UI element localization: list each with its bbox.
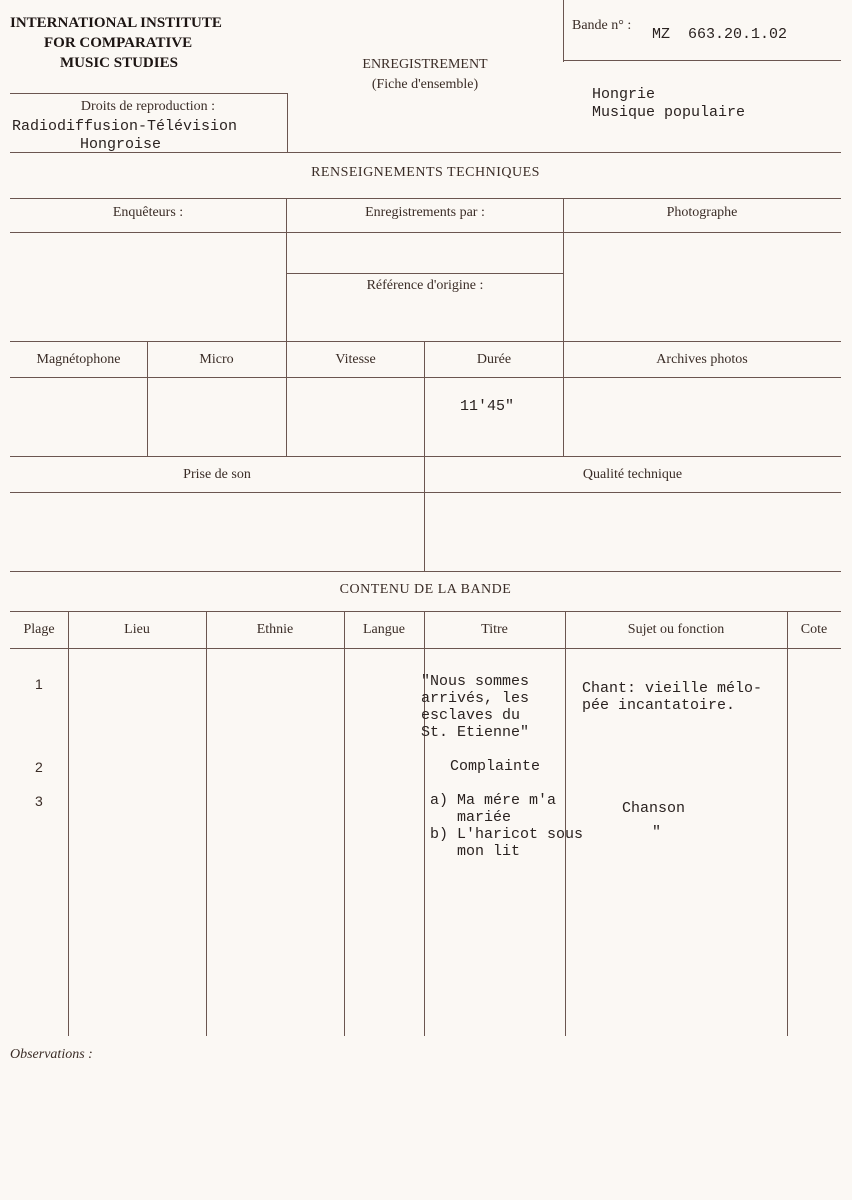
observations-label: Observations : <box>10 1047 93 1062</box>
col-langue: Langue <box>363 622 405 637</box>
tech-vline-7 <box>424 456 425 572</box>
row-1-sujet-1: Chant: vieille mélo- <box>582 680 763 697</box>
row-2-titre-1: Complainte <box>450 758 541 775</box>
row-3-plage: 3 <box>35 793 43 809</box>
subject-line-2: Musique populaire <box>592 104 746 121</box>
bande-value: MZ 663.20.1.02 <box>652 26 788 43</box>
row-1-sujet-2: pée incantatoire. <box>582 697 736 714</box>
technical-line-3 <box>10 341 841 342</box>
bande-label: Bande n° : <box>572 18 632 33</box>
vitesse-label: Vitesse <box>335 352 376 367</box>
col-ethnie: Ethnie <box>256 622 294 637</box>
form-title: ENREGISTREMENT <box>362 57 488 72</box>
contents-line-2 <box>10 648 841 649</box>
droits-value-2: Hongroise <box>80 136 162 153</box>
technical-line-1 <box>10 198 841 199</box>
tech-vline-5 <box>424 341 425 456</box>
row-2-plage: 2 <box>35 759 43 775</box>
enqueteurs-label: Enquêteurs : <box>112 205 184 220</box>
contents-line-1 <box>10 611 841 612</box>
header-divider <box>563 0 564 62</box>
row-1-titre-4: St. Etienne" <box>421 724 530 741</box>
prise-de-son-label: Prise de son <box>183 467 251 482</box>
col-titre: Titre <box>481 622 508 637</box>
duree-label: Durée <box>476 352 512 367</box>
col-cote: Cote <box>800 622 828 637</box>
contents-vline-5 <box>565 611 566 1036</box>
qualite-label: Qualité technique <box>582 467 683 482</box>
technical-line-6 <box>10 492 841 493</box>
col-sujet: Sujet ou fonction <box>627 622 725 637</box>
institute-line-1: INTERNATIONAL INSTITUTE <box>10 15 222 31</box>
row-3-sujet-1: Chanson <box>622 800 686 817</box>
technical-line-4 <box>10 377 841 378</box>
row-3-titre-4: mon lit <box>430 843 521 860</box>
droits-value-1: Radiodiffusion-Télévision <box>12 118 238 135</box>
micro-label: Micro <box>199 352 234 367</box>
droits-top-line <box>10 93 288 94</box>
contents-vline-1 <box>68 611 69 1036</box>
magnetophone-label: Magnétophone <box>36 352 121 367</box>
row-1-titre-2: arrivés, les <box>421 690 530 707</box>
tech-vline-4 <box>286 341 287 456</box>
reference-top-line <box>286 273 563 274</box>
row-1-titre-1: "Nous sommes <box>421 673 530 690</box>
contents-vline-6 <box>787 611 788 1036</box>
row-3-titre-3: b) L'haricot sous <box>430 826 584 843</box>
archives-label: Archives photos <box>656 352 748 367</box>
contents-vline-3 <box>344 611 345 1036</box>
enregistrements-label: Enregistrements par : <box>365 205 485 220</box>
row-3-sujet-2: " <box>652 824 662 841</box>
duree-value: 11'45" <box>460 398 515 415</box>
col-plage: Plage <box>23 622 55 637</box>
technical-line-5 <box>10 456 841 457</box>
header-bottom-line <box>10 152 841 153</box>
institute-line-2: FOR COMPARATIVE <box>44 35 193 51</box>
contents-vline-2 <box>206 611 207 1036</box>
tech-vline-3 <box>147 341 148 456</box>
tech-vline-6 <box>563 341 564 456</box>
form-subtitle: (Fiche d'ensemble) <box>371 77 479 92</box>
bande-underline <box>563 60 841 61</box>
institute-line-3: MUSIC STUDIES <box>60 55 178 71</box>
tech-vline-1 <box>286 198 287 341</box>
row-3-titre-1: a) Ma mére m'a <box>430 792 557 809</box>
technical-section-title: RENSEIGNEMENTS TECHNIQUES <box>311 165 540 180</box>
photographe-label: Photographe <box>666 205 738 220</box>
subject-line-1: Hongrie <box>592 86 656 103</box>
row-1-titre-3: esclaves du <box>421 707 521 724</box>
tech-vline-2 <box>563 198 564 341</box>
contents-section-title: CONTENU DE LA BANDE <box>339 582 512 597</box>
reference-label: Référence d'origine : <box>366 278 484 293</box>
row-3-titre-2: mariée <box>430 809 512 826</box>
technical-line-2 <box>10 232 841 233</box>
row-1-plage: 1 <box>35 676 43 692</box>
droits-right-line <box>287 93 288 153</box>
droits-label: Droits de reproduction : <box>80 99 216 114</box>
technical-line-7 <box>10 571 841 572</box>
col-lieu: Lieu <box>124 622 150 637</box>
